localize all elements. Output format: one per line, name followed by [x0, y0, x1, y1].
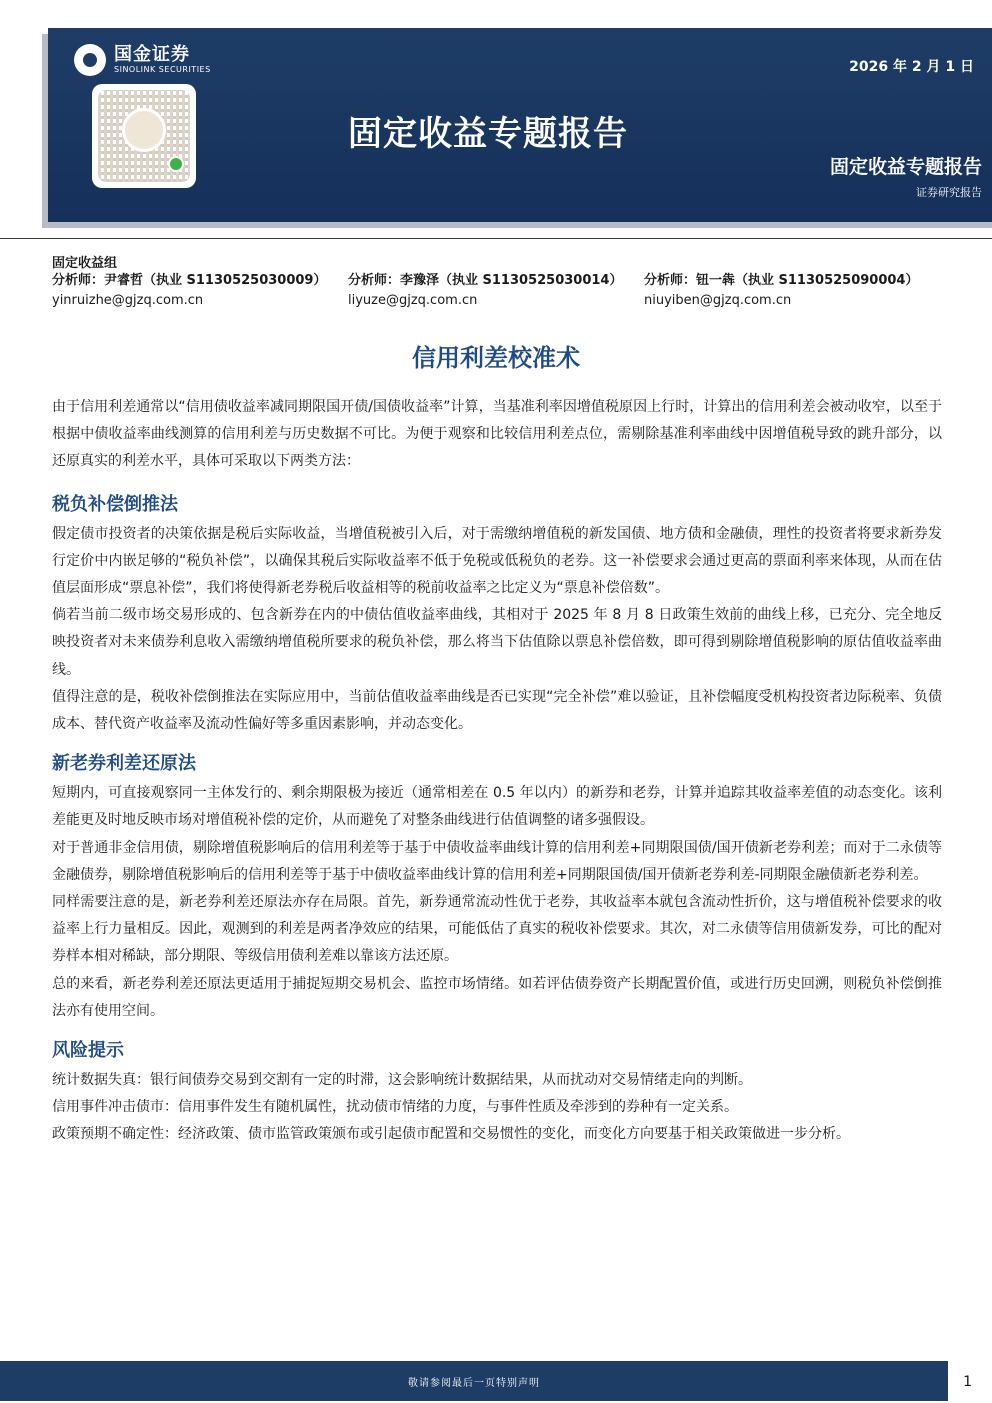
analyst-3: [644, 271, 918, 311]
risk-item: 政策预期不确定性：经济政策、债市监管政策颁布或引起债市配置和交易惯性的变化，而变化方向要基于相关政策做进一步分析。: [52, 1126, 850, 1143]
risk-item: 信用事件冲击债市：信用事件发生有随机属性，扰动债市情绪的力度，与事件性质及牵涉到的券种有一定关系。: [52, 1099, 738, 1116]
analyst-email[interactable]: yinruizhe@gjzq.com.cn: [52, 293, 204, 308]
header-divider: [0, 238, 992, 239]
company-logo: [74, 44, 211, 76]
analyst-email[interactable]: niuyiben@gjzq.com.cn: [644, 293, 792, 308]
section-paragraph: 同样需要注意的是，新老券利差还原法亦存在局限。首先，新券通常流动性优于老券，其收益率本就包含流动性折价，这与增值税补偿要求的收益率上行力量相反。因此，观测到的利差是两者净效应的结果，可能低估了真实的税收补偿要求。其次，对二永债等信用债新发券，可比的配对券样本相对稀缺，部分期限、等级信用债利差难以靠该方法还原。: [52, 894, 942, 965]
risk-item: 统计数据失真：银行间债券交易到交割有一定的时滞，这会影响统计数据结果，从而扰动对交易情绪走向的判断。: [52, 1072, 752, 1089]
analyst-name: 分析师：钮一犇（执业 S1130525090004）: [644, 273, 919, 288]
analyst-1: [52, 271, 326, 311]
section-paragraph: 对于普通非金信用债，剔除增值税影响后的信用利差等于基于中债收益率曲线计算的信用利差+同期限国债/国开债新老券利差；而对于二永债等金融债券，剔除增值税影响后的信用利差等于基于中债收益率曲线计算的信用利差+同期限国债/国开债新老券利差-同期限金融债新老券利差。: [52, 839, 942, 883]
section-title-tax-compensation: 税负补偿倒推法: [52, 493, 178, 515]
section-title-new-old-spread: 新老券利差还原法: [52, 753, 196, 775]
report-title: 信用利差校准术: [412, 344, 580, 372]
analyst-email[interactable]: liyuze@gjzq.com.cn: [348, 293, 478, 308]
qr-code-icon: [92, 84, 196, 188]
page-number: 1: [963, 1374, 972, 1390]
wechat-badge-icon: [168, 156, 184, 172]
section-paragraph: 倘若当前二级市场交易形成的、包含新券在内的中债估值收益率曲线，其相对于 2025 年 8 月 8 日政策生效前的曲线上移，已充分、完全地反映投资者对未来债券利息收入需缴纳增值税所要求的税负补偿，那么将当下估值除以票息补偿倍数，即可得到剔除增值税影响的原估值收益率曲线。: [52, 607, 942, 678]
footer-notice: 敬请参阅最后一页特别声明: [408, 1378, 540, 1389]
analyst-name: 分析师：尹睿哲（执业 S1130525030009）: [52, 273, 327, 288]
analyst-name: 分析师：李豫泽（执业 S1130525030014）: [348, 273, 623, 288]
section-paragraph: 值得注意的是，税收补偿倒推法在实际应用中，当前估值收益率曲线是否已实现“完全补偿”难以验证，且补偿幅度受机构投资者边际税率、负债成本、替代资产收益率及流动性偏好等多重因素影响，并动态变化。: [52, 688, 942, 733]
report-body: [52, 394, 942, 1149]
section-paragraph: 短期内，可直接观察同一主体发行的、剩余期限极为接近（通常相差在 0.5 年以内）的新券和老券，计算并追踪其收益率差值的动态变化。该利差能更及时地反映市场对增值税补偿的定价，从而避免了对整条曲线进行估值调整的诸多强假设。: [52, 785, 942, 829]
section-title-risk: 风险提示: [52, 1040, 124, 1062]
intro-paragraph: 由于信用利差通常以“信用债收益率减同期限国开债/国债收益率”计算，当基准利率因增值税原因上行时，计算出的信用利差会被动收窄，以至于根据中债收益率曲线测算的信用利差与历史数据不可比。为便于观察和比较信用利差点位，需剔除基准利率曲线中因增值税导致的跳升部分，以还原真实的利差水平，具体可采取以下两类方法：: [52, 399, 942, 470]
section-paragraph: 假定债市投资者的决策依据是税后实际收益，当增值税被引入后，对于需缴纳增值税的新发国债、地方债和金融债，理性的投资者将要求新券发行定价中内嵌足够的“税负补偿”，以确保其税后实际收益率不低于免税或低税负的老券。这一补偿要求会通过更高的票面利率来体现，从而在估值层面形成“票息补偿”，我们将使得新老券税后收益相等的税前收益率之比定义为“票息补偿倍数”。: [52, 525, 942, 597]
report-date: 2026 年 2 月 1 日: [849, 59, 974, 75]
logo-en-text: SINOLINK SECURITIES: [114, 65, 211, 74]
header-report-type: 证券研究报告: [916, 186, 982, 199]
logo-cn-text: 国金证券: [114, 44, 190, 65]
section-paragraph: 总的来看，新老券利差还原法更适用于捕捉短期交易机会、监控市场情绪。如若评估债券资产长期配置价值，或进行历史回溯，则税负补偿倒推法亦有使用空间。: [52, 975, 942, 1019]
analyst-2: [348, 271, 622, 311]
header-main-title: 固定收益专题报告: [348, 114, 628, 154]
header-sub-title: 固定收益专题报告: [829, 156, 982, 178]
sinolink-logo-icon: [74, 44, 106, 76]
analyst-group: 固定收益组: [52, 256, 118, 271]
